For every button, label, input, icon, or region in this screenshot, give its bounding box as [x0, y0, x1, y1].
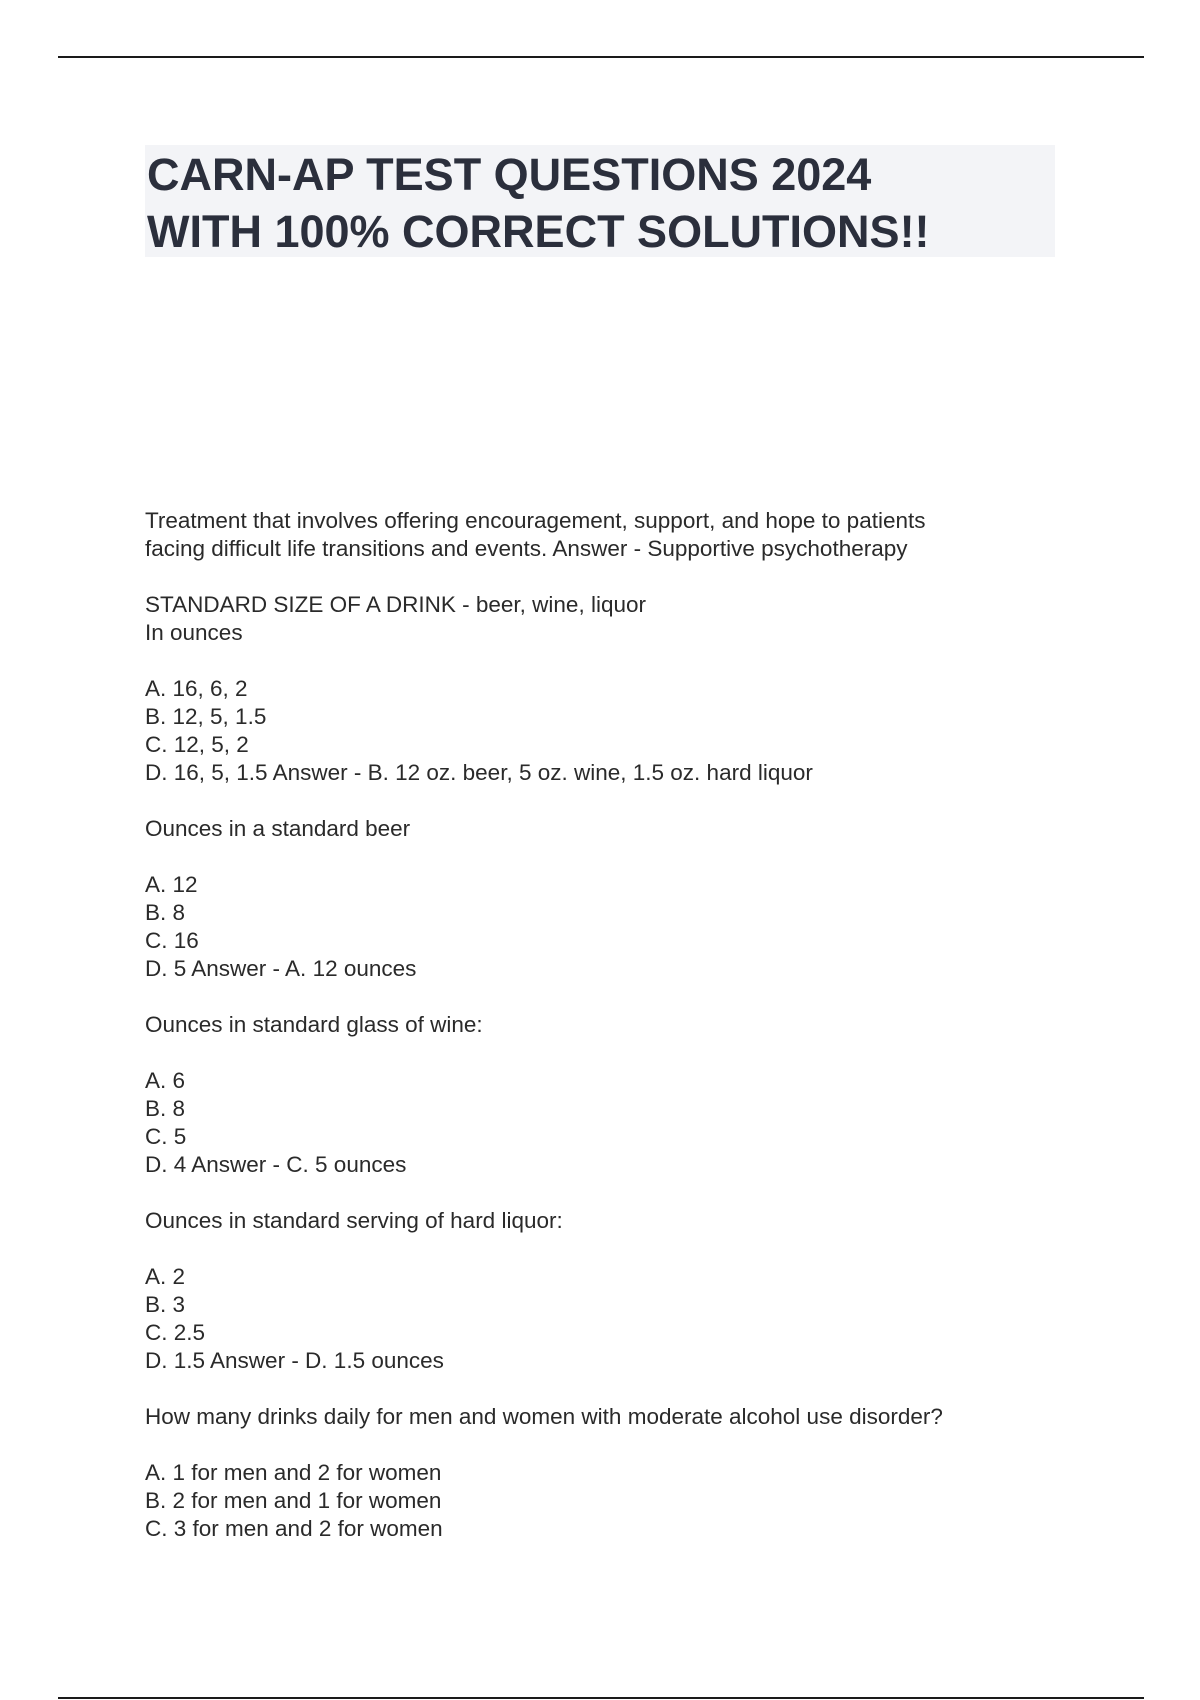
question-block [145, 1207, 1045, 1235]
option-line: D. 1.5 Answer - D. 1.5 ounces [145, 1348, 444, 1373]
option-line: D. 5 Answer - A. 12 ounces [145, 956, 417, 981]
option-line: C. 2.5 [145, 1320, 206, 1345]
options-block [145, 675, 1045, 787]
option-line: B. 3 [145, 1292, 186, 1317]
question-block [145, 1011, 1045, 1039]
option-line: C. 5 [145, 1124, 187, 1149]
document-title [147, 146, 1047, 260]
option-line: C. 16 [145, 928, 199, 953]
options-block [145, 1459, 1045, 1543]
option-line: A. 1 for men and 2 for women [145, 1460, 442, 1485]
text-line: facing difficult life transitions and events. Answer - Supportive psychotherapy [145, 536, 908, 561]
option-line: A. 12 [145, 872, 198, 897]
text-line: Treatment that involves offering encouragement, support, and hope to patients [145, 508, 926, 533]
question-block [145, 507, 1045, 563]
option-line: D. 16, 5, 1.5 Answer - B. 12 oz. beer, 5 oz. wine, 1.5 oz. hard liquor [145, 760, 813, 785]
option-line: D. 4 Answer - C. 5 ounces [145, 1152, 407, 1177]
option-line: B. 8 [145, 1096, 186, 1121]
question-block [145, 591, 1045, 647]
option-line: B. 8 [145, 900, 186, 925]
text-line: Ounces in a standard beer [145, 816, 411, 841]
options-block [145, 871, 1045, 983]
footer-rule [58, 1697, 1144, 1699]
text-line: How many drinks daily for men and women with moderate alcohol use disorder? [145, 1404, 943, 1429]
header-rule [58, 56, 1144, 58]
option-line: A. 16, 6, 2 [145, 676, 248, 701]
text-line: In ounces [145, 620, 243, 645]
option-line: B. 2 for men and 1 for women [145, 1488, 442, 1513]
text-line: STANDARD SIZE OF A DRINK - beer, wine, liquor [145, 592, 646, 617]
option-line: C. 12, 5, 2 [145, 732, 249, 757]
options-block [145, 1263, 1045, 1375]
option-line: A. 2 [145, 1264, 186, 1289]
option-line: A. 6 [145, 1068, 186, 1093]
question-list [145, 507, 1045, 1571]
option-line: B. 12, 5, 1.5 [145, 704, 267, 729]
text-line: Ounces in standard serving of hard liquor: [145, 1208, 563, 1233]
title-line: CARN-AP TEST QUESTIONS 2024 [147, 149, 872, 200]
title-line: WITH 100% CORRECT SOLUTIONS!! [147, 206, 930, 257]
question-block [145, 1403, 1045, 1431]
option-line: C. 3 for men and 2 for women [145, 1516, 443, 1541]
question-block [145, 815, 1045, 843]
text-line: Ounces in standard glass of wine: [145, 1012, 483, 1037]
options-block [145, 1067, 1045, 1179]
